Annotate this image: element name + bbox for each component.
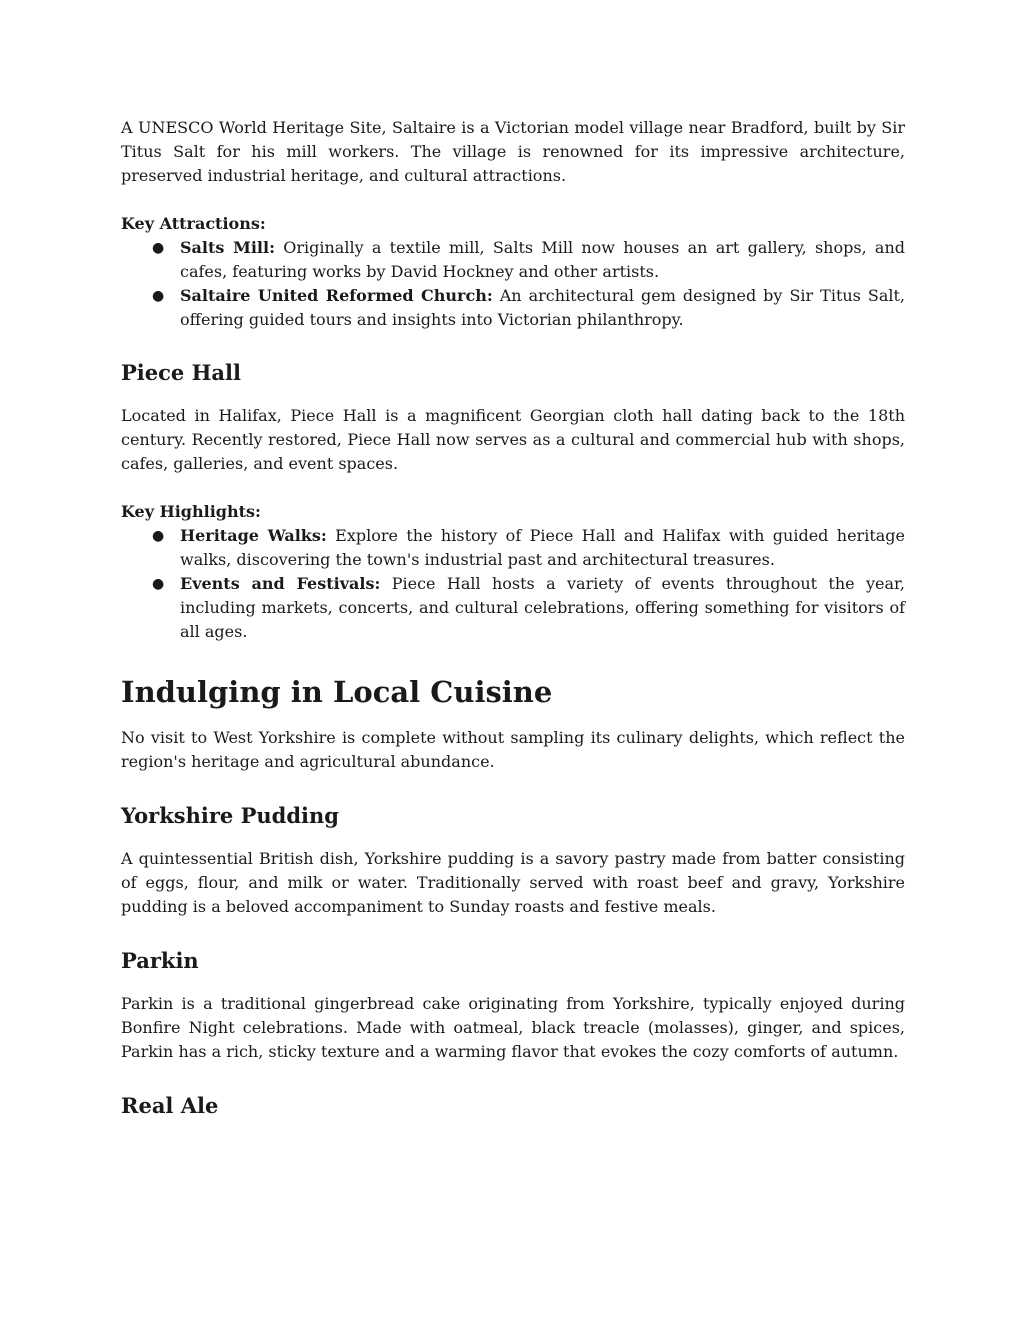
attraction-name: Salts Mill: <box>180 238 275 257</box>
key-attractions-label: Key Attractions: <box>121 214 266 233</box>
list-item <box>121 524 905 572</box>
bullet-icon: ● <box>152 576 165 592</box>
key-highlights-label: Key Highlights: <box>121 502 261 521</box>
highlight-description: Piece Hall hosts a variety of events throughout the year, including markets, concerts, and cultural celebrations, offering something for visitors of all ages. <box>180 574 905 641</box>
attraction-description: An architectural gem designed by Sir Titus Salt, offering guided tours and insights into Victorian philanthropy. <box>180 286 906 329</box>
saltaire-intro-paragraph: A UNESCO World Heritage Site, Saltaire is a Victorian model village near Bradford, built by Sir Titus Salt for his mill workers. The village is renowned for its impressive architecture, preserved industrial heritage, and cultural attractions. <box>121 118 905 185</box>
real-ale-heading: Real Ale <box>121 1093 219 1118</box>
document-page <box>121 116 905 1120</box>
attraction-description: Originally a textile mill, Salts Mill now houses an art gallery, shops, and cafes, featuring works by David Hockney and other artists. <box>180 238 905 281</box>
yorkshire-pudding-heading: Yorkshire Pudding <box>121 803 339 828</box>
highlight-name: Events and Festivals: <box>180 574 381 593</box>
piece-hall-heading: Piece Hall <box>121 360 241 385</box>
list-item <box>121 572 905 644</box>
yorkshire-pudding-paragraph: A quintessential British dish, Yorkshire pudding is a savory pastry made from batter consisting of eggs, flour, and milk or water. Traditionally served with roast beef and gravy, Yorkshire pudding is a beloved accompaniment to Sunday roasts and festive meals. <box>121 849 905 916</box>
highlight-description: Explore the history of Piece Hall and Halifax with guided heritage walks, discovering the town's industrial past and architectural treasures. <box>180 526 905 569</box>
key-attractions-list <box>121 236 905 332</box>
local-cuisine-paragraph: No visit to West Yorkshire is complete without sampling its culinary delights, which reflect the region's heritage and agricultural abundance. <box>121 728 905 771</box>
parkin-heading: Parkin <box>121 948 199 973</box>
bullet-icon: ● <box>152 528 165 544</box>
parkin-paragraph: Parkin is a traditional gingerbread cake originating from Yorkshire, typically enjoyed during Bonfire Night celebrations. Made with oatmeal, black treacle (molasses), ginger, and spices, Parkin has a rich, sticky texture and a warming flavor that evokes the cozy comforts of autumn. <box>121 994 905 1061</box>
list-item <box>121 284 905 332</box>
piece-hall-paragraph: Located in Halifax, Piece Hall is a magnificent Georgian cloth hall dating back to the 18th century. Recently restored, Piece Hall now serves as a cultural and commercial hub with shops, cafes, galleries, and event spaces. <box>121 406 905 473</box>
list-item <box>121 236 905 284</box>
attraction-name: Saltaire United Reformed Church: <box>180 286 493 305</box>
bullet-icon: ● <box>152 240 165 256</box>
local-cuisine-heading: Indulging in Local Cuisine <box>121 675 553 709</box>
bullet-icon: ● <box>152 288 165 304</box>
key-highlights-list <box>121 524 905 644</box>
highlight-name: Heritage Walks: <box>180 526 327 545</box>
